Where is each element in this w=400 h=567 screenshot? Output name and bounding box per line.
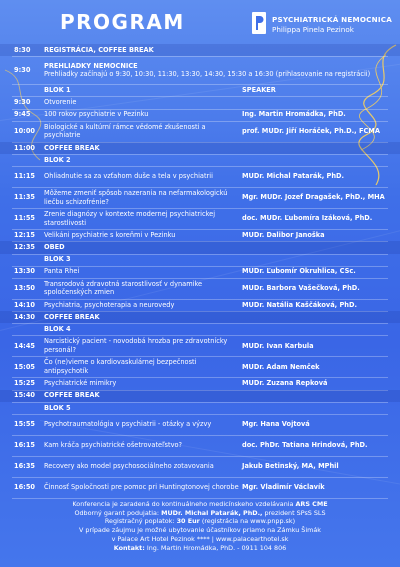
footer-line-accommodation: V prípade záujmu je možné ubytovanie účastníkov priamo na Zámku Šimák xyxy=(79,526,321,535)
agenda-topic-text: Prehliadky začínajú o 9:30, 10:30, 11:30, 13:30, 14:30, 15:30 a 16:30 (prihlasovanie na registrácii) xyxy=(44,70,371,79)
agenda-topic-text: COFFEE BREAK xyxy=(44,143,100,152)
agenda-topic xyxy=(44,462,242,471)
agenda-topic xyxy=(44,210,242,227)
agenda-topic xyxy=(44,325,242,334)
agenda-time: 12:35 xyxy=(14,243,35,252)
agenda-topic xyxy=(44,404,242,413)
agenda-time: 8:30 xyxy=(14,45,31,54)
agenda-speaker: MUDr. Natália Kaščáková, PhD. xyxy=(242,300,357,309)
agenda-time: 16:15 xyxy=(14,441,35,450)
agenda-topic xyxy=(44,267,242,276)
agenda-block-row xyxy=(0,323,400,335)
agenda-time: 13:30 xyxy=(14,267,35,276)
agenda-topic-text: Recovery ako model psychosociálneho zotavovania xyxy=(44,462,214,471)
agenda-row xyxy=(0,435,400,456)
page-header xyxy=(0,0,400,44)
agenda-time: 15:05 xyxy=(14,362,35,371)
agenda-topic xyxy=(44,189,242,206)
agenda-row xyxy=(0,166,400,187)
agenda-topic-heading: PREHLIADKY NEMOCNICE xyxy=(44,61,138,70)
agenda-topic xyxy=(44,144,242,153)
agenda-row xyxy=(0,56,400,84)
agenda-time: 9:30 xyxy=(14,65,31,74)
agenda-speaker: doc. PhDr. Tatiana Hrindová, PhD. xyxy=(242,441,368,450)
agenda-topic xyxy=(44,86,242,95)
agenda-topic-text: Transrodová zdravotná starostlivosť v dynamike spoločenských zmien xyxy=(44,279,203,297)
agenda-block-row xyxy=(0,84,400,96)
agenda-time: 11:00 xyxy=(14,143,35,152)
agenda-speaker: Ing. Martin Hromádka, PhD. xyxy=(242,110,346,119)
agenda-time: 12:15 xyxy=(14,230,35,239)
hospital-logo-icon xyxy=(252,12,266,34)
agenda-topic-text: Ohliadnutie sa za vzťahom duše a tela v psychiatrii xyxy=(44,172,213,181)
agenda-row xyxy=(0,299,400,311)
agenda-row xyxy=(0,208,400,229)
agenda-break-row xyxy=(0,390,400,402)
agenda-row xyxy=(0,187,400,208)
agenda-topic xyxy=(44,123,242,140)
agenda-topic xyxy=(44,301,242,310)
agenda-topic xyxy=(44,313,242,322)
agenda-speaker: MUDr. Dalibor Janoška xyxy=(242,230,325,239)
hospital-name-line2: Philippa Pinela Pezinok xyxy=(272,25,354,34)
agenda-time: 16:35 xyxy=(14,462,35,471)
agenda-row xyxy=(0,477,400,498)
footer-line-hotel: v Palace Art Hotel Pezinok **** | www.palacearthotel.sk xyxy=(111,534,289,543)
agenda-time: 9:45 xyxy=(14,110,31,119)
agenda-speaker: Mgr. Vladimír Václavík xyxy=(242,483,325,492)
agenda-time: 11:15 xyxy=(14,172,35,181)
agenda-speaker: Mgr. MUDr. Jozef Dragašek, PhD., MHA xyxy=(242,193,385,202)
agenda-topic-text: Čo (ne)vieme o kardiovaskulárnej bezpečnosti antipsychotík xyxy=(44,358,197,375)
agenda-speaker: Mgr. Hana Vojtová xyxy=(242,420,310,429)
agenda-time: 10:00 xyxy=(14,126,35,135)
agenda-row xyxy=(0,109,400,121)
agenda-topic-text: Psychiatria, psychoterapia a neurovedy xyxy=(44,300,175,309)
agenda-topic-heading: BLOK 3 xyxy=(44,255,71,264)
agenda-speaker: MUDr. Barbora Vašečková, PhD. xyxy=(242,284,360,293)
agenda-row xyxy=(0,266,400,278)
agenda-topic-text: Biologické a kultúrní rámce vědomé zkušenosti a psychiatrie xyxy=(44,122,206,140)
footer-line-fee: Registračný poplatok: 30 Eur (registrácia na www.pnpp.sk) xyxy=(104,517,296,526)
agenda-topic-heading: BLOK 5 xyxy=(44,403,71,412)
agenda-topic-text: Činnosť Spoločnosti pre pomoc pri Huntingtonovej chorobe xyxy=(44,483,239,492)
agenda-speaker: Jakub Betinský, MA, MPhil xyxy=(242,462,339,471)
agenda-speaker: doc. MUDr. Ľubomíra Izáková, PhD. xyxy=(242,214,373,223)
agenda-topic xyxy=(44,337,242,354)
agenda-topic-heading: BLOK 2 xyxy=(44,155,71,164)
agenda-topic xyxy=(44,110,242,119)
agenda-speaker: MUDr. Michal Patarák, PhD. xyxy=(242,172,345,181)
agenda-speaker: MUDr. Adam Nemček xyxy=(242,362,320,371)
agenda-topic-text: Velikáni psychiatrie s koreňmi v Pezinku xyxy=(44,230,176,239)
agenda-table xyxy=(0,44,400,498)
agenda-time: 15:25 xyxy=(14,379,35,388)
agenda-time: 13:50 xyxy=(14,284,35,293)
agenda-topic-text: Narcistický pacient - novodobá hrozba pre zdravotnícky personál? xyxy=(44,337,228,354)
agenda-block-row xyxy=(0,154,400,166)
agenda-row xyxy=(0,356,400,377)
agenda-time: 11:55 xyxy=(14,214,35,223)
agenda-break-row xyxy=(0,241,400,253)
agenda-speaker: MUDr. Ivan Karbula xyxy=(242,341,314,350)
agenda-topic xyxy=(44,231,242,240)
row-divider xyxy=(12,498,388,499)
agenda-time: 9:30 xyxy=(14,98,31,107)
agenda-time: 11:35 xyxy=(14,193,35,202)
agenda-speaker: SPEAKER xyxy=(242,85,276,94)
agenda-topic-text: Psychotraumatológia v psychiatrii - otázky a výzvy xyxy=(44,420,212,429)
agenda-block-row xyxy=(0,402,400,414)
agenda-topic-text: 100 rokov psychiatrie v Pezinku xyxy=(44,110,149,119)
footer-line-cme: Konferencia je zaradená do kontinuálneho medicínskeho vzdelávania ARS CME xyxy=(72,500,328,508)
agenda-row xyxy=(0,377,400,389)
agenda-topic xyxy=(44,156,242,165)
footer-line-garant: Odborný garant podujatia: MUDr. Michal Patarák, PhD., prezident SPsS SLS xyxy=(74,508,326,517)
agenda-topic xyxy=(44,420,242,429)
agenda-time: 15:40 xyxy=(14,391,35,400)
agenda-topic-text: Zrenie diagnózy v kontexte modernej psychiatrickej starostlivosti xyxy=(44,210,216,227)
agenda-topic-text: COFFEE BREAK xyxy=(44,312,100,321)
agenda-topic-text: OBED xyxy=(44,243,65,252)
page-title: PROGRAM xyxy=(60,10,185,34)
agenda-topic-text: Panta Rhei xyxy=(44,267,80,276)
agenda-topic xyxy=(44,255,242,264)
agenda-topic-text: Kam kráča psychiatrické ošetrovateľstvo? xyxy=(44,441,183,450)
hospital-name-line1: PSYCHIATRICKÁ NEMOCNICA xyxy=(272,15,392,24)
agenda-row xyxy=(0,278,400,299)
agenda-topic-heading: BLOK 1 xyxy=(44,85,71,94)
footer-info xyxy=(0,500,400,552)
agenda-break-row xyxy=(0,311,400,323)
agenda-time: 14:30 xyxy=(14,312,35,321)
agenda-row xyxy=(0,456,400,477)
agenda-topic xyxy=(44,391,242,400)
agenda-topic xyxy=(44,358,242,375)
agenda-row xyxy=(0,335,400,356)
agenda-topic xyxy=(44,243,242,252)
agenda-row xyxy=(0,414,400,435)
hospital-name xyxy=(272,15,392,35)
agenda-topic-text: COFFEE BREAK xyxy=(44,391,100,400)
agenda-topic-text: REGISTRÁCIA, COFFEE BREAK xyxy=(44,45,154,54)
agenda-topic-text: Psychiatrické mimikry xyxy=(44,379,117,388)
agenda-time: 16:50 xyxy=(14,483,35,492)
agenda-topic-heading: BLOK 4 xyxy=(44,325,71,334)
agenda-break-row xyxy=(0,44,400,56)
agenda-topic-text: Otvorenie xyxy=(44,98,77,107)
agenda-topic xyxy=(44,280,242,297)
footer-line-contact: Kontakt: Ing. Martin Hromádka, PhD. - 0911 104 806 xyxy=(113,543,287,552)
agenda-topic xyxy=(44,98,242,107)
agenda-topic xyxy=(44,483,242,492)
agenda-topic xyxy=(44,46,242,55)
agenda-topic xyxy=(44,172,242,181)
agenda-topic xyxy=(44,379,242,388)
agenda-time: 14:45 xyxy=(14,341,35,350)
agenda-row xyxy=(0,121,400,142)
agenda-break-row xyxy=(0,142,400,154)
agenda-time: 15:55 xyxy=(14,420,35,429)
agenda-topic-text: Môžeme zmeniť spôsob nazerania na nefarmakologickú liečbu schizofrénie? xyxy=(44,189,228,206)
agenda-row xyxy=(0,96,400,108)
agenda-speaker: MUDr. Zuzana Repková xyxy=(242,379,328,388)
agenda-time: 14:10 xyxy=(14,300,35,309)
agenda-speaker: MUDr. Ľubomír Okruhlica, CSc. xyxy=(242,267,356,276)
agenda-topic xyxy=(44,62,384,79)
agenda-row xyxy=(0,229,400,241)
agenda-topic xyxy=(44,441,242,450)
agenda-speaker: prof. MUDr. Jiří Horáček, Ph.D., FCMA xyxy=(242,126,380,135)
agenda-block-row xyxy=(0,254,400,266)
